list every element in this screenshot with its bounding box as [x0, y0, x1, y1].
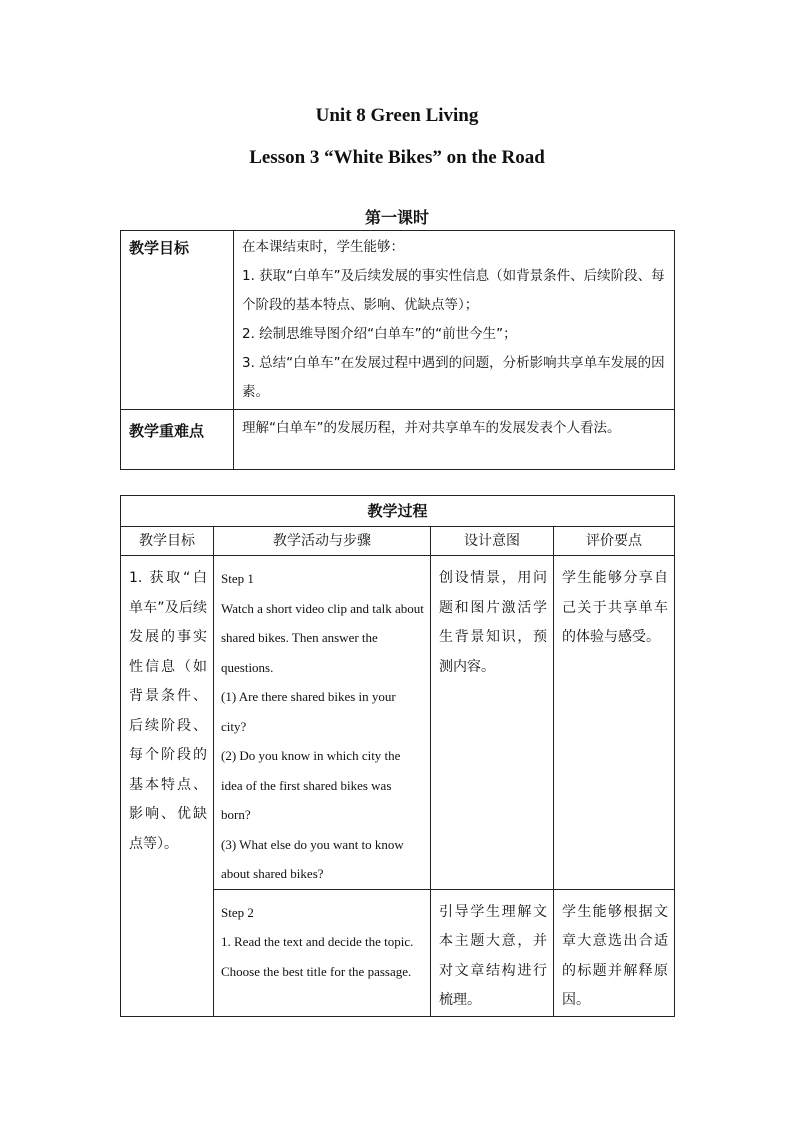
step1-line-3: (2) Do you know in which city the idea of the first shared bikes was born?: [221, 748, 401, 822]
column-header-intent: 设计意图: [431, 527, 554, 556]
process-caption-row: [121, 496, 675, 527]
key-label: 教学重难点: [121, 410, 234, 470]
lesson-title: Lesson 3 “White Bikes” on the Road: [249, 147, 545, 168]
goal-line-2: 2. 绘制思维导图介绍“白单车”的“前世今生”；: [242, 326, 517, 342]
column-header-activity: 教学活动与步骤: [214, 527, 431, 556]
column-header-goal: 教学目标: [121, 527, 214, 556]
step2-intent: 引导学生理解文本主题大意，并对文章结构进行梳理。: [431, 889, 554, 1016]
step2-evaluation: 学生能够根据文章大意选出合适的标题并解释原因。: [554, 889, 675, 1016]
step1-heading: Step 1: [221, 571, 254, 586]
unit-title: Unit 8 Green Living: [315, 105, 479, 126]
process-table: [120, 495, 675, 1017]
goal-row: [121, 231, 675, 410]
goal-content: [234, 231, 675, 410]
objectives-table: [120, 230, 675, 470]
step1-activity: [214, 556, 431, 890]
process-header-row: [121, 527, 675, 556]
step1-row: [121, 556, 675, 890]
goal-label: 教学目标: [121, 231, 234, 410]
goal-line-intro: 在本课结束时，学生能够：: [242, 239, 404, 255]
column-header-evaluation: 评价要点: [554, 527, 675, 556]
goal-line-3: 3. 总结“白单车”在发展过程中遇到的问题，分析影响共享单车发展的因素。: [242, 355, 665, 400]
process-caption: 教学过程: [121, 496, 675, 527]
step1-line-2: (1) Are there shared bikes in your city?: [221, 689, 396, 734]
step2-heading: Step 2: [221, 904, 254, 920]
key-row: [121, 410, 675, 470]
step1-intent: 创设情景，用问题和图片激活学生背景知识，预测内容。: [431, 556, 554, 890]
goal-line-1: 1. 获取“白单车”及后续发展的事实性信息（如背景条件、后续阶段、每个阶段的基本特点、影响、优缺点等）；: [242, 268, 665, 313]
goal-cell: 1. 获取“白单车”及后续发展的事实性信息（如背景条件、后续阶段、每个阶段的基本特点、影响、优缺点等）。: [121, 556, 214, 1017]
step1-line-1: Watch a short video clip and talk about shared bikes. Then answer the questions.: [221, 600, 424, 675]
step2-line-1: 1. Read the text and decide the topic. Choose the best title for the passage.: [221, 934, 414, 979]
period-title: 第一课时: [364, 208, 429, 227]
step1-evaluation: 学生能够分享自己关于共享单车的体验与感受。: [554, 556, 675, 890]
step2-activity: [214, 889, 431, 1016]
step1-line-4: (3) What else do you want to know about shared bikes?: [221, 836, 404, 881]
key-content: 理解“白单车”的发展历程，并对共享单车的发展发表个人看法。: [234, 410, 675, 470]
